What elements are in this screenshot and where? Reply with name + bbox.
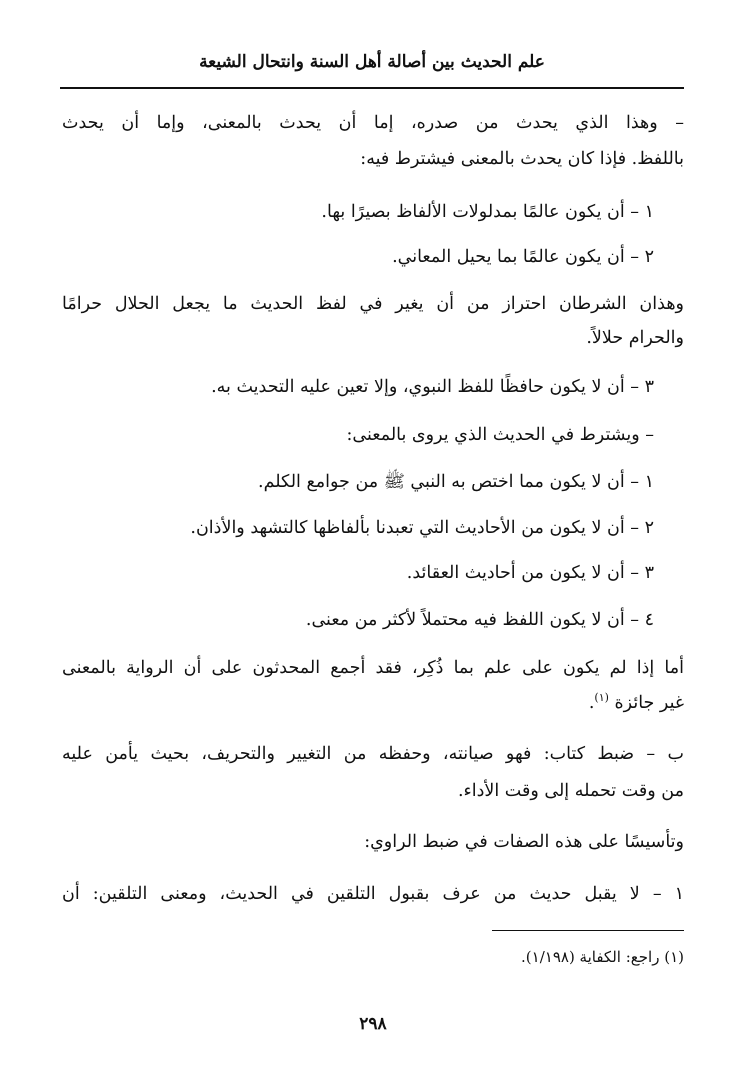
text-line-start: غير جائزة [614,693,684,713]
text-line: والحرام حلالاً. [586,328,684,348]
footnote-marker: (١) [594,691,609,705]
footnote-rule [492,930,684,931]
text-line: وتأسيسًا على هذه الصفات في ضبط الراوي: [364,832,684,852]
header-rule [60,87,684,89]
text-line: ١ – أن يكون عالمًا بمدلولات الألفاظ بصيرًا بها. [321,202,654,222]
text-line [589,690,684,716]
text-line: ٣ – أن لا يكون حافظًا للفظ النبوي، وإلا تعين عليه التحديث به. [211,377,654,397]
text-line: ١ – أن لا يكون مما اختص به النبي ﷺ من جوامع الكلم. [258,472,654,492]
text-line: ٢ – أن يكون عالمًا بما يحيل المعاني. [392,247,654,267]
text-line: – ويشترط في الحديث الذي يروى بالمعنى: [346,425,654,445]
footnote: (١) راجع: الكفاية (١/١٩٨). [521,948,684,966]
text-line: باللفظ. فإذا كان يحدث بالمعنى فيشترط فيه: [360,149,684,169]
text-line: ١ – لا يقبل حديث من عرف بقبول التلقين في الحديث، ومعنى التلقين: أن [62,884,684,904]
text-line: ٤ – أن لا يكون اللفظ فيه محتملاً لأكثر من معنى. [305,610,654,630]
page-number: ٢٩٨ [359,1014,387,1034]
text-line: ٢ – أن لا يكون من الأحاديث التي تعبدنا بألفاظها كالتشهد والأذان. [190,518,654,538]
text-line: أما إذا لم يكون على علم بما ذُكِر، فقد أجمع المحدثون على أن الرواية بالمعنى [62,658,684,678]
running-header: علم الحديث بين أصالة أهل السنة وانتحال الشيعة [199,52,545,72]
text-line: ب – ضبط كتاب: فهو صيانته، وحفظه من التغيير والتحريف، بحيث يأمن عليه [62,744,684,764]
text-line: ٣ – أن لا يكون من أحاديث العقائد. [406,563,654,583]
text-line-end: . [588,693,595,713]
text-line: وهذان الشرطان احتراز من أن يغير في لفظ الحديث ما يجعل الحلال حرامًا [62,294,684,314]
text-line: من وقت تحمله إلى وقت الأداء. [457,781,684,801]
text-line: – وهذا الذي يحدث من صدره، إما أن يحدث بالمعنى، وإما أن يحدث [62,113,684,133]
